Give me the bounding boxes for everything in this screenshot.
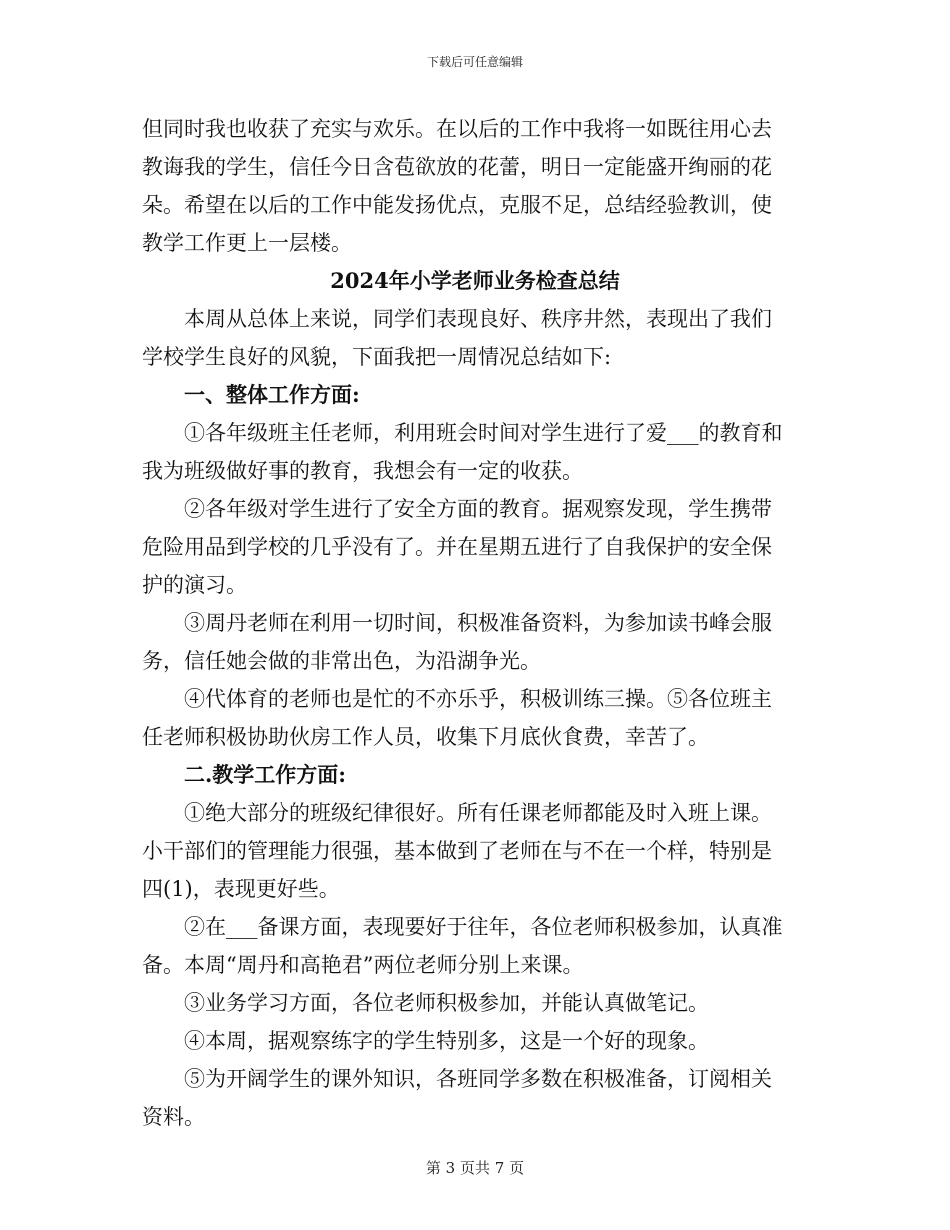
body-line: ③业务学习方面，各位老师积极参加，并能认真做笔记。: [184, 991, 709, 1015]
page-header: 下载后可任意编辑: [426, 55, 523, 69]
section-heading: 二.教学工作方面:: [184, 762, 347, 787]
body-line: 朵。希望在以后的工作中能发扬优点，克服不足，总结经验教训，使: [142, 193, 772, 217]
body-line: ②在___备课方面，表现要好于往年，各位老师积极参加，认真准: [184, 915, 783, 939]
body-line: 教诲我的学生，信任今日含苞欲放的花蕾，明日一定能盛开绚丽的花: [142, 155, 772, 179]
body-line: ①绝大部分的班级纪律很好。所有任课老师都能及时入班上课。: [184, 801, 772, 825]
body-line: 本周从总体上来说，同学们表现良好、秩序井然，表现出了我们: [184, 307, 772, 331]
page-footer: 第 3 页共 7 页: [425, 1159, 525, 1177]
body-line: 危险用品到学校的几乎没有了。并在星期五进行了自我保护的安全保: [142, 535, 772, 559]
document-body: [142, 110, 808, 1136]
body-line: 小干部们的管理能力很强，基本做到了老师在与不在一个样，特别是: [142, 839, 772, 863]
body-line: 学校学生良好的风貌，下面我把一周情况总结如下:: [142, 345, 612, 369]
body-line: ④代体育的老师也是忙的不亦乐乎，积极训练三操。⑤各位班主: [184, 687, 772, 711]
section-title: 2024年小学老师业务检查总结: [330, 268, 620, 293]
body-line: ⑤为开阔学生的课外知识，各班同学多数在积极准备，订阅相关: [184, 1067, 772, 1091]
body-line: 备。本周“周丹和高艳君”两位老师分别上来课。: [142, 953, 584, 977]
body-line: ③周丹老师在利用一切时间，积极准备资料，为参加读书峰会服: [184, 611, 772, 635]
body-line: 教学工作更上一层楼。: [142, 231, 352, 255]
body-line: 务，信任她会做的非常出色，为沿湖争光。: [142, 649, 541, 673]
body-line: 四(1)，表现更好些。: [142, 877, 340, 901]
body-line: 资料。: [142, 1105, 205, 1129]
body-line: 护的演习。: [142, 573, 247, 597]
body-line: 但同时我也收获了充实与欢乐。在以后的工作中我将一如既往用心去: [142, 117, 772, 141]
body-line: 任老师积极协助伙房工作人员，收集下月底伙食费，幸苦了。: [142, 725, 709, 749]
body-line: ②各年级对学生进行了安全方面的教育。据观察发现，学生携带: [184, 497, 772, 521]
body-line: 我为班级做好事的教育，我想会有一定的收获。: [142, 459, 583, 483]
section-heading: 一、整体工作方面:: [184, 382, 360, 407]
body-line: ④本周，据观察练字的学生特别多，这是一个好的现象。: [184, 1029, 709, 1053]
body-line: ①各年级班主任老师，利用班会时间对学生进行了爱___的教育和: [184, 421, 783, 445]
